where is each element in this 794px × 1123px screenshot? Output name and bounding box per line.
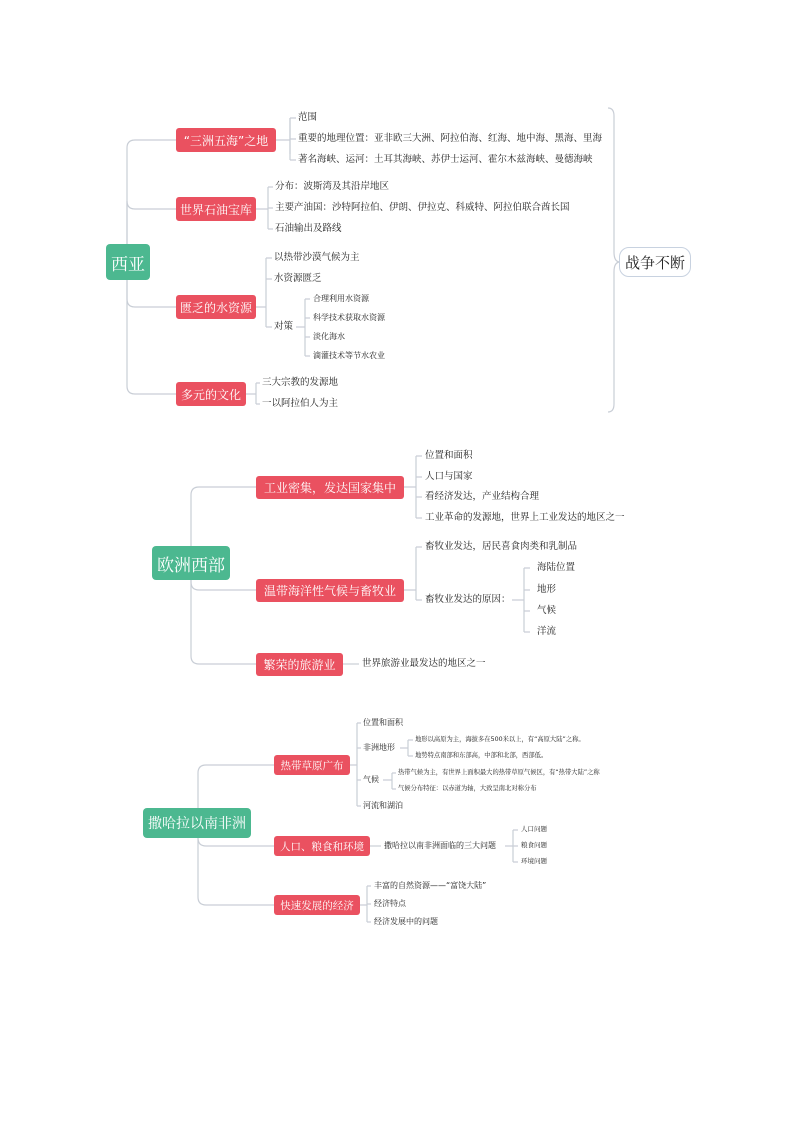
leaf-item: 丰富的自然资源——“富饶大陆” <box>374 881 487 890</box>
leaf-item: 滴灌技术等节水农业 <box>313 351 385 360</box>
leaf-item: 范围 <box>298 112 318 123</box>
leaf-item: 经济特点 <box>374 899 406 908</box>
branch-scarce-water[interactable]: 匮乏的水资源 <box>176 295 256 319</box>
leaf-item: 重要的地理位置：亚非欧三大洲、阿拉伯海、红海、地中海、黑海、里海 <box>298 133 603 144</box>
leaf-item: 人口问题 <box>521 825 547 833</box>
branch-oil-treasury[interactable]: 世界石油宝库 <box>176 197 256 221</box>
leaf-item: 环境问题 <box>521 857 547 865</box>
leaf-item: 科学技术获取水资源 <box>313 313 385 322</box>
branch-three-continents[interactable]: “三洲五海”之地 <box>176 128 276 152</box>
leaf-item: 著名海峡、运河：土耳其海峡、苏伊士运河、霍尔木兹海峡、曼德海峡 <box>298 154 593 165</box>
leaf-item: 一以阿拉伯人为主 <box>262 398 339 409</box>
leaf-item: 畜牧业发达，居民喜食肉类和乳制品 <box>425 541 578 552</box>
branch-tourism[interactable]: 繁荣的旅游业 <box>256 653 343 676</box>
root-node-western-europe[interactable]: 欧洲西部 <box>152 546 230 580</box>
leaf-item: 以热带沙漠气候为主 <box>274 252 360 263</box>
branch-savanna[interactable]: 热带草原广布 <box>274 755 350 775</box>
leaf-item: 三大宗教的发源地 <box>262 377 339 388</box>
leaf-item: 粮食问题 <box>521 841 547 849</box>
leaf-item: 水资源匮乏 <box>274 273 322 284</box>
root-node-west-asia[interactable]: 西亚 <box>106 244 150 280</box>
leaf-item: 位置和面积 <box>425 450 473 461</box>
leaf-item: 经济发展中的问题 <box>374 917 438 926</box>
branch-climate-livestock[interactable]: 温带海洋性气候与畜牧业 <box>256 579 404 602</box>
leaf-item: 主要产油国：沙特阿拉伯、伊朗、伊拉克、科威特、阿拉伯联合酋长国 <box>275 202 570 213</box>
leaf-item: 分布：波斯湾及其沿岸地区 <box>275 181 390 192</box>
branch-population-food-environment[interactable]: 人口、粮食和环境 <box>274 836 370 856</box>
leaf-item: 地势特点南部和东部高，中部和北部，西部低。 <box>415 752 548 759</box>
leaf-item: 海陆位置 <box>537 562 576 573</box>
leaf-item: 气候分布特征：以赤道为轴，大致呈南北对称分布 <box>398 785 537 792</box>
leaf-item: 工业革命的发源地，世界上工业发达的地区之一 <box>425 512 625 523</box>
leaf-item: 地形以高原为主，海拔多在500米以上，有“高原大陆”之称。 <box>415 736 585 743</box>
branch-industry[interactable]: 工业密集，发达国家集中 <box>256 476 404 499</box>
summary-tag-war[interactable]: 战争不断 <box>619 247 691 277</box>
leaf-item: 人口与国家 <box>425 471 473 482</box>
root-node-subsaharan-africa[interactable]: 撒哈拉以南非洲 <box>143 808 251 838</box>
leaf-item: 撒哈拉以南非洲面临的三大问题 <box>384 841 496 850</box>
leaf-item: 合理利用水资源 <box>313 294 369 303</box>
leaf-item: 洋流 <box>537 626 557 637</box>
leaf-item: 气候 <box>537 605 557 616</box>
leaf-item: 看经济发达，产业结构合理 <box>425 491 540 502</box>
leaf-item: 非洲地形 <box>363 743 395 752</box>
leaf-countermeasures: 对策 <box>274 321 294 332</box>
leaf-item: 位置和面积 <box>363 718 403 727</box>
branch-fast-economy[interactable]: 快速发展的经济 <box>274 895 360 915</box>
leaf-item: 淡化海水 <box>313 332 345 341</box>
leaf-item: 河流和湖泊 <box>363 801 403 810</box>
leaf-item: 热带气候为主，有世界上面积最大的热带草原气候区，有“热带大陆”之称 <box>398 769 600 776</box>
leaf-item: 石油输出及路线 <box>275 223 342 234</box>
leaf-item: 世界旅游业最发达的地区之一 <box>362 658 486 669</box>
leaf-reasons: 畜牧业发达的原因： <box>425 594 511 605</box>
branch-diverse-culture[interactable]: 多元的文化 <box>176 382 246 406</box>
leaf-item: 气候 <box>363 775 379 784</box>
leaf-item: 地形 <box>537 584 557 595</box>
